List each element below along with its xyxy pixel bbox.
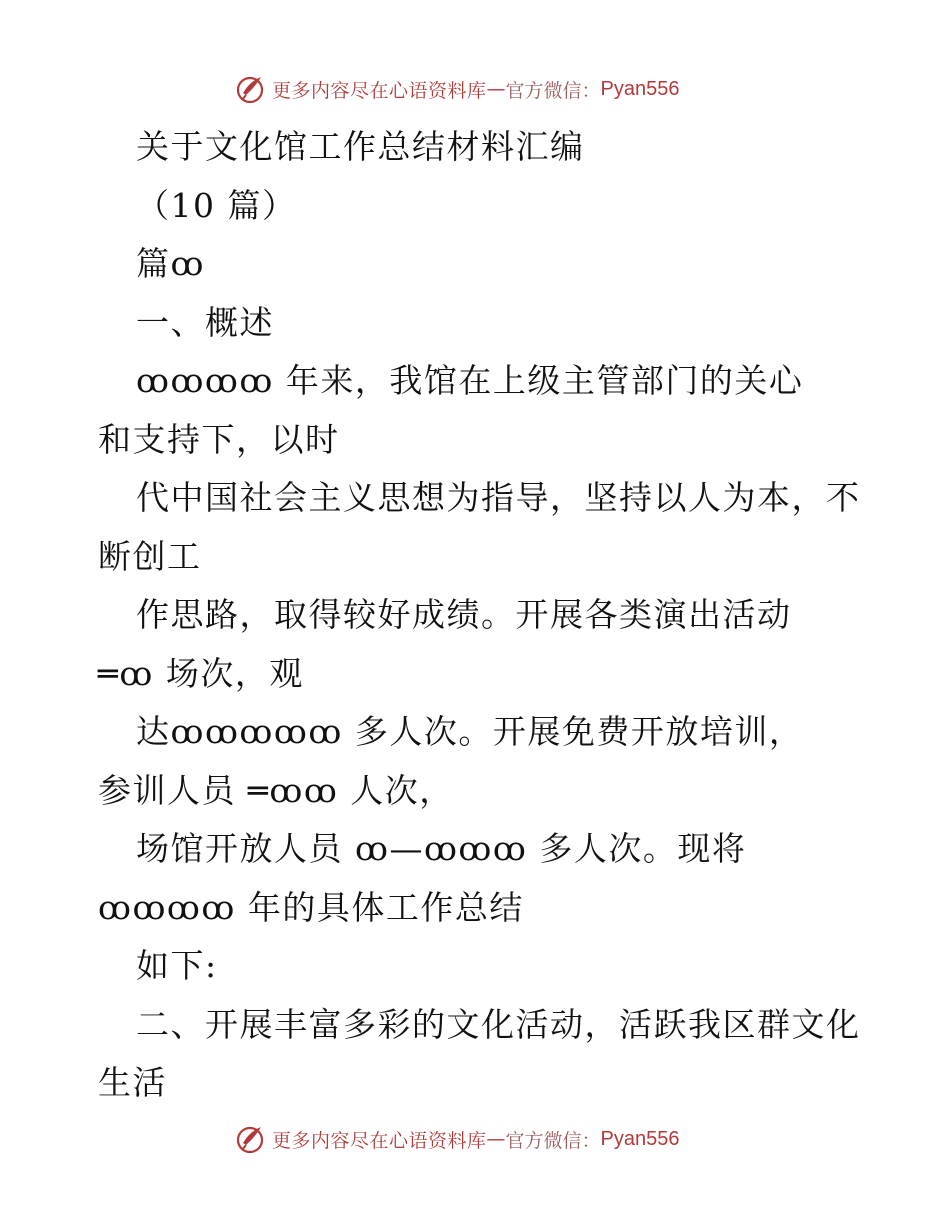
paragraph-line: 达ꝏꝏꝏꝏꝏ 多人次。开展免费开放培训， [136,712,804,751]
paragraph-line: ꝏꝏꝏꝏ 年来，我馆在上级主管部门的关心 [136,361,804,400]
document-subtitle: （10 篇） [136,185,297,225]
quill-seal-icon [234,1123,266,1155]
paragraph-line: 代中国社会主义思想为指导，坚持以人为本，不 [136,478,861,517]
paragraph-line: ═ꝏ 场次，观 [98,653,304,693]
banner-wechat-id: Pyan556 [600,1127,680,1150]
banner-text: 更多内容尽在心语资料库 [272,1129,487,1152]
paragraph-line: 和支持下，以时 [98,419,340,459]
paragraph-line: ꝏꝏꝏꝏ 年的具体工作总结 [98,887,524,927]
paragraph-line: 场馆开放人员 ꝏ—ꝏꝏꝏ 多人次。现将 [136,829,747,868]
footer-watermark-banner [234,1122,734,1156]
paragraph-line: 生活 [98,1063,167,1102]
banner-separator: — [486,1128,506,1150]
banner-text: 更多内容尽在心语资料库 [272,79,487,102]
paragraph-line: 作思路，取得较好成绩。开展各类演出活动 [136,595,792,634]
paragraph-line: 参训人员 ═ꝏꝏ 人次， [98,770,454,810]
paragraph-line: 断创工 [98,536,202,576]
header-watermark-banner [234,72,734,106]
banner-wechat-label: 官方微信： [505,79,601,102]
section-label: 篇ꝏ [136,244,205,283]
heading-overview: 一、概述 [136,302,274,342]
document-body [98,118,898,1113]
banner-wechat-label: 官方微信： [505,1129,601,1152]
paragraph-line: 如下: [136,946,218,985]
heading-activities: 二、开展丰富多彩的文化活动，活跃我区群文化 [136,1004,861,1044]
document-title: 关于文化馆工作总结材料汇编 [136,127,585,166]
banner-separator: — [486,78,506,100]
banner-wechat-id: Pyan556 [600,77,680,100]
quill-seal-icon [234,73,266,105]
